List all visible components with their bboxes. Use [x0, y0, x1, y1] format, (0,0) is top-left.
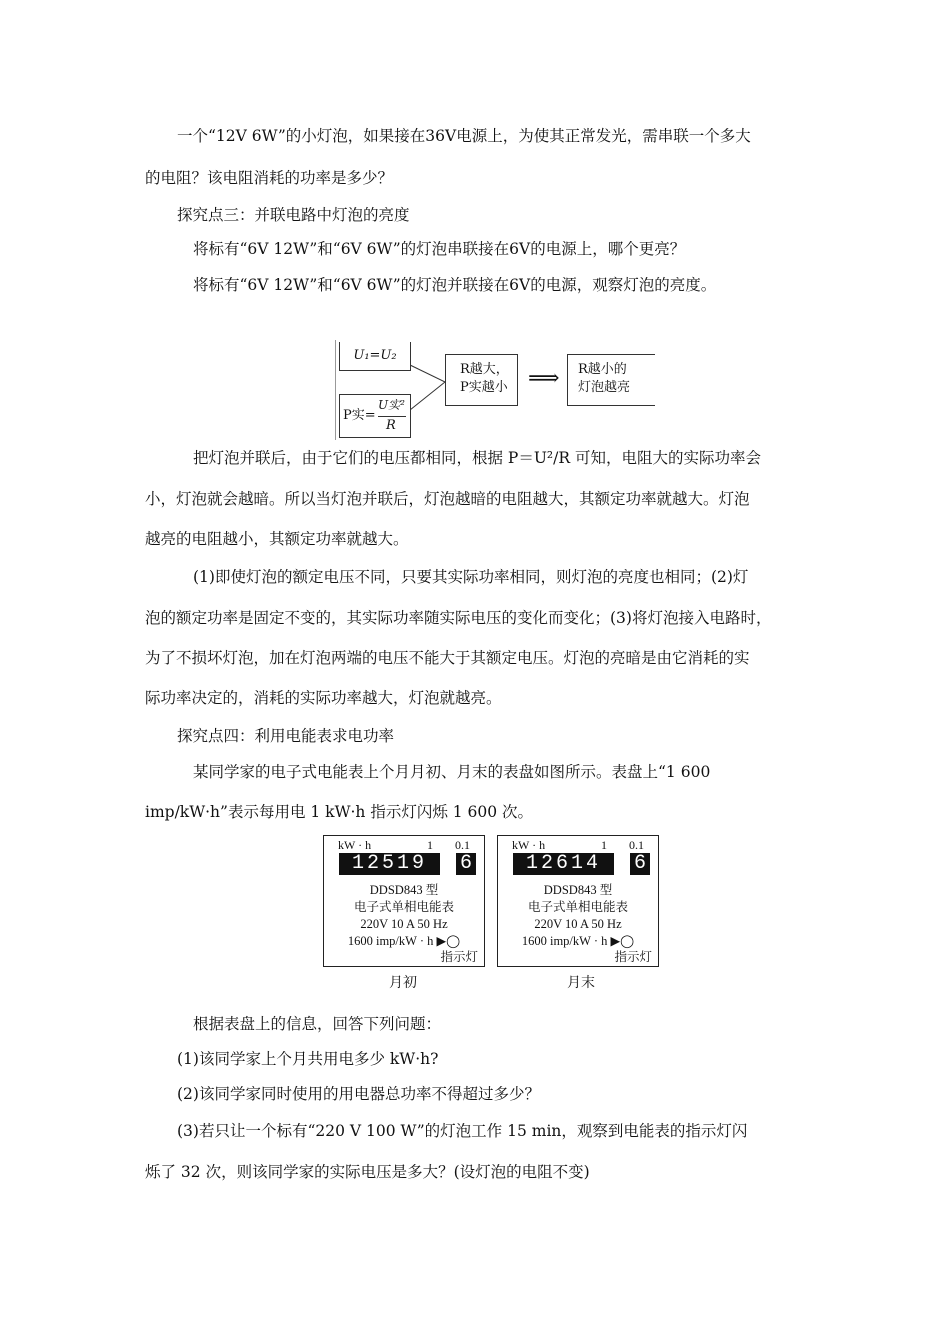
meter-model: DDSD843 型 [369, 883, 439, 897]
meter-end-of-month [497, 835, 659, 967]
meter-rating: 220V 10 A 50 Hz [534, 917, 622, 931]
meter-mark-0-1: 0.1 [455, 838, 470, 852]
meter-unit: kW · h [512, 838, 546, 852]
section-heading: 探究点三：并联电路中灯泡的亮度 [177, 206, 410, 224]
paragraph-line: 泡的额定功率是固定不变的，其实际功率随实际电压的变化而变化；(3)将灯泡接入电路时， [145, 609, 772, 627]
meter-decimal-digit: 6 [630, 853, 650, 875]
diagram-box-power-formula [339, 394, 411, 438]
question-3: (3)若只让一个标有“220 V 100 W”的灯泡工作 15 min，观察到电能表的指示灯闪 [177, 1122, 748, 1140]
paragraph-line: 小，灯泡就会越暗。所以当灯泡并联后，灯泡越暗的电阻越大，其额定功率就越大。灯泡 [145, 490, 750, 508]
box-text: U₁=U₂ [353, 348, 397, 363]
paragraph-line: 一个“12V 6W”的小灯泡，如果接在36V电源上，为使其正常发光，需串联一个多大 [177, 127, 751, 145]
box-line: R越小的 [578, 362, 627, 377]
paragraph-line: (1)即使灯泡的额定电压不同，只要其实际功率相同，则灯泡的亮度也相同；(2)灯 [193, 568, 749, 586]
meter-name: 电子式单相电能表 [527, 900, 628, 914]
meter-unit-row [324, 838, 484, 852]
meter-unit-row [498, 838, 658, 852]
paragraph-line: 某同学家的电子式电能表上个月月初、月末的表盘如图所示。表盘上“1 600 [193, 763, 711, 781]
formula-numerator: U实² [378, 398, 405, 412]
box-line: P实越小 [460, 380, 508, 395]
paragraph-line: 越亮的电阻越小，其额定功率就越大。 [145, 530, 409, 548]
paragraph-line: 将标有“6V 12W”和“6V 6W”的灯泡串联接在6V的电源上，哪个更亮？ [193, 240, 686, 258]
paragraph-line: 把灯泡并联后，由于它们的电压都相同，根据 P＝U²/R 可知，电阻大的实际功率会 [193, 449, 761, 467]
meter-rating: 220V 10 A 50 Hz [360, 917, 448, 931]
meter-imp-rate: 1600 imp/kW · h ▶◯ [521, 934, 635, 948]
paragraph-line: 将标有“6V 12W”和“6V 6W”的灯泡并联接在6V的电源，观察灯泡的亮度。 [193, 276, 717, 294]
diagram-box-resistance-large [445, 354, 518, 406]
paragraph-line: 为了不损坏灯泡，加在灯泡两端的电压不能大于其额定电压。灯泡的亮暗是由它消耗的实 [145, 649, 750, 667]
paragraph-line: imp/kW·h”表示每用电 1 kW·h 指示灯闪烁 1 600 次。 [145, 803, 534, 821]
paragraph-line: 根据表盘上的信息，回答下列问题： [193, 1015, 442, 1033]
formula-denominator: R [386, 418, 396, 433]
meter-mark-1: 1 [427, 838, 433, 852]
meter-mark-0-1: 0.1 [629, 838, 644, 852]
paragraph-line: 的电阻？该电阻消耗的功率是多少？ [145, 169, 394, 187]
paragraph-line: 际功率决定的，消耗的实际功率越大，灯泡就越亮。 [145, 689, 502, 707]
meter-caption: 月末 [567, 975, 595, 991]
formula-lhs: P实= [343, 408, 376, 423]
question-2: (2)该同学家同时使用的用电器总功率不得超过多少？ [177, 1085, 540, 1103]
section-heading: 探究点四：利用电能表求电功率 [177, 727, 395, 745]
diagram-box-conclusion [567, 354, 655, 406]
parallel-brightness-diagram [335, 340, 655, 440]
question-3-continued: 烁了 32 次，则该同学家的实际电压是多大？(设灯泡的电阻不变) [145, 1163, 590, 1181]
meter-digits: 12614 [513, 853, 614, 875]
meter-caption: 月初 [389, 975, 417, 991]
box-line: 灯泡越亮 [578, 380, 631, 395]
meter-indicator-label: 指示灯 [440, 950, 478, 964]
meter-unit: kW · h [338, 838, 372, 852]
question-1: (1)该同学家上个月共用电多少 kW·h? [177, 1050, 439, 1068]
diagram-box-equal-voltage [339, 342, 411, 371]
meter-name: 电子式单相电能表 [353, 900, 454, 914]
meter-mark-1: 1 [601, 838, 607, 852]
meter-indicator-label: 指示灯 [614, 950, 652, 964]
meter-model: DDSD843 型 [543, 883, 613, 897]
meter-digits: 12519 [339, 853, 440, 875]
box-line: R越大， [460, 362, 509, 377]
meter-imp-rate: 1600 imp/kW · h ▶◯ [347, 934, 461, 948]
meter-start-of-month [323, 835, 485, 967]
implies-arrow-icon: ⟹ [528, 366, 560, 391]
meter-decimal-digit: 6 [456, 853, 476, 875]
